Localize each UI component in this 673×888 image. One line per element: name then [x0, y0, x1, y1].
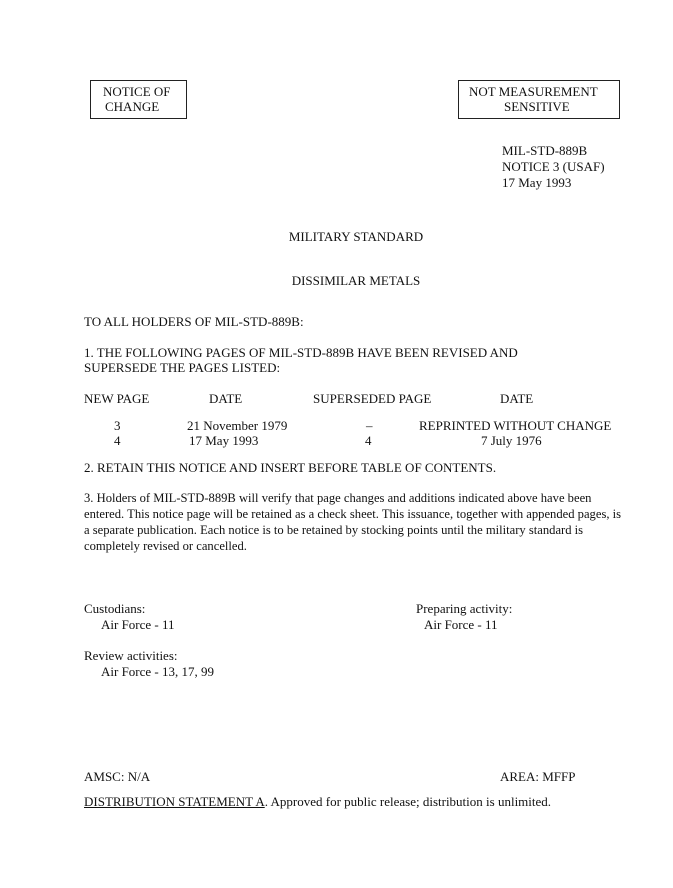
distribution-statement-text: . Approved for public release; distribution is unlimited.	[264, 794, 552, 809]
review-activities-label: Review activities:	[84, 648, 178, 663]
table-header-superseded-page: SUPERSEDED PAGE	[313, 391, 432, 406]
item-1-line-1: 1. THE FOLLOWING PAGES OF MIL-STD-889B HAVE BEEN REVISED AND	[84, 345, 518, 360]
table-cell-superseded-page: –	[366, 418, 373, 433]
item-3-paragraph: 3. Holders of MIL-STD-889B will verify that page changes and additions indicated above have been entered. This notice page will be retained as a check sheet. This issuance, together with appended pages, is a separate publication. Each notice is to be retained by stocking points until the military standard is completely revised or cancelled.	[84, 491, 622, 553]
table-header-date: DATE	[209, 391, 243, 406]
distribution-statement	[84, 794, 551, 809]
table-cell-date: 17 May 1993	[189, 433, 259, 448]
table-header-new-page: NEW PAGE	[84, 391, 150, 406]
custodians-label: Custodians:	[84, 601, 146, 616]
table-cell-date: 21 November 1979	[187, 418, 288, 433]
table-header-superseded-date: DATE	[500, 391, 534, 406]
item-1-line-2: SUPERSEDE THE PAGES LISTED:	[84, 360, 281, 375]
custodians-value: Air Force - 11	[101, 617, 175, 632]
salutation: TO ALL HOLDERS OF MIL-STD-889B:	[84, 314, 304, 329]
area-line: AREA: MFFP	[500, 769, 576, 784]
measurement-box-line-2: SENSITIVE	[504, 99, 570, 114]
document-id-block	[502, 143, 605, 191]
item-2: 2. RETAIN THIS NOTICE AND INSERT BEFORE TABLE OF CONTENTS.	[84, 460, 497, 475]
notice-of-change-box	[90, 80, 187, 119]
notice-date: 17 May 1993	[502, 175, 572, 190]
table-cell-new-page: 3	[114, 418, 121, 433]
document-number: MIL-STD-889B	[502, 143, 588, 158]
title-dissimilar-metals: DISSIMILAR METALS	[291, 273, 421, 288]
amsc-line: AMSC: N/A	[84, 769, 151, 784]
distribution-statement-label: DISTRIBUTION STATEMENT A	[84, 794, 265, 809]
preparing-activity-value: Air Force - 11	[424, 617, 498, 632]
review-activities-value: Air Force - 13, 17, 99	[101, 664, 215, 679]
notice-box-line-1: NOTICE OF	[103, 84, 171, 99]
table-cell-new-page: 4	[114, 433, 121, 448]
measurement-box-line-1: NOT MEASUREMENT	[469, 84, 598, 99]
table-cell-superseded-page: 4	[365, 433, 372, 448]
preparing-activity-label: Preparing activity:	[416, 601, 513, 616]
table-cell-superseded-date: REPRINTED WITHOUT CHANGE	[419, 418, 612, 433]
table-cell-superseded-date: 7 July 1976	[481, 433, 542, 448]
notice-box-line-2: CHANGE	[105, 99, 160, 114]
measurement-sensitivity-box	[458, 80, 620, 119]
notice-number: NOTICE 3 (USAF)	[502, 159, 605, 174]
title-military-standard: MILITARY STANDARD	[288, 229, 424, 244]
